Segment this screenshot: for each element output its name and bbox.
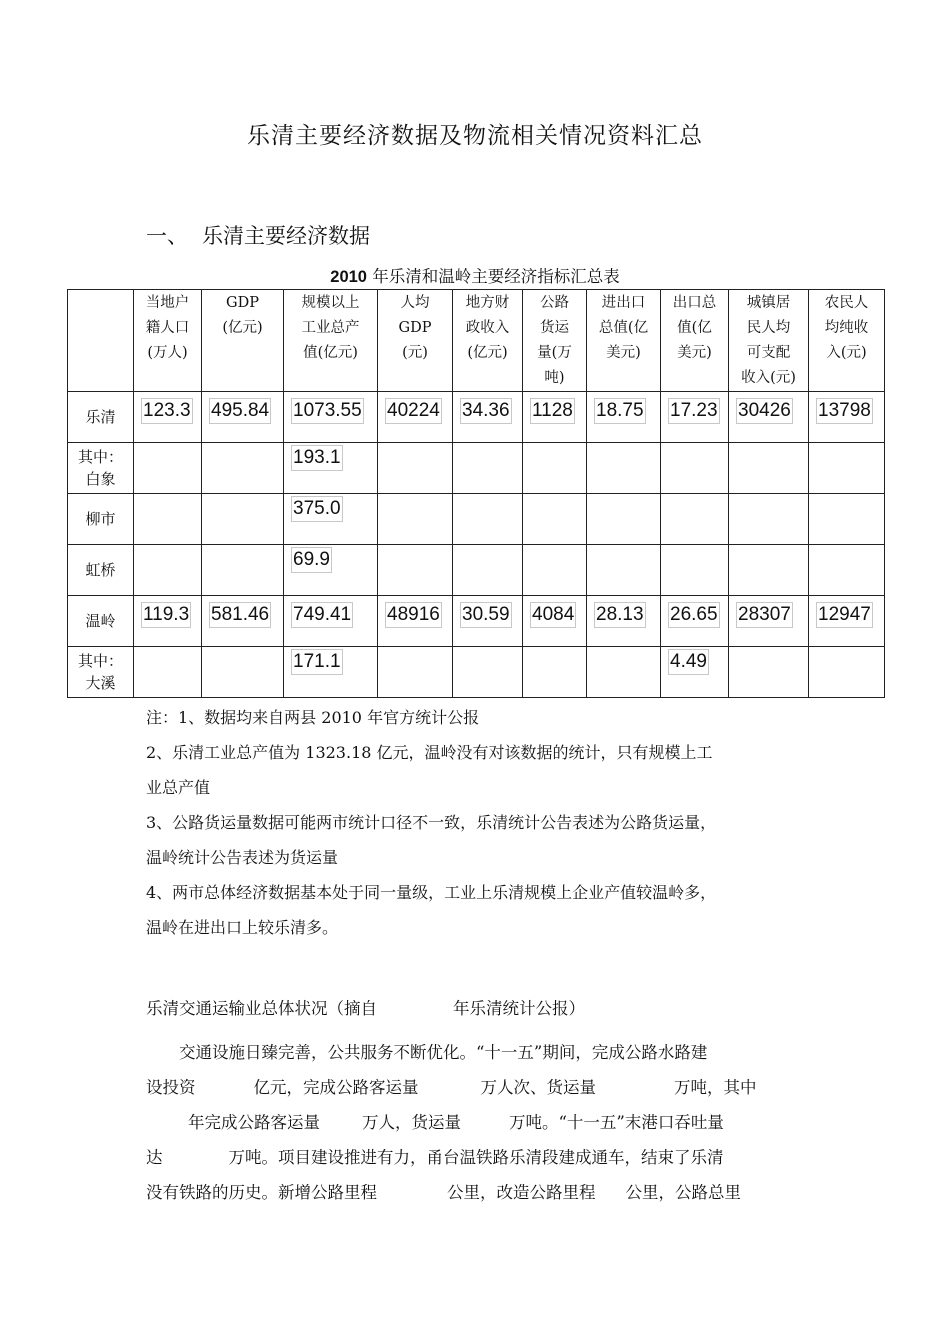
table-cell	[378, 647, 453, 698]
text-fragment: 万吨。“十一五”末港口吞吐量	[509, 1113, 724, 1132]
cell-value: 28307	[736, 602, 793, 628]
header-line: 人均	[400, 295, 430, 311]
table-cell	[453, 443, 523, 494]
caption-text: 年乐清和温岭主要经济指标汇总表	[366, 267, 620, 286]
table-cell	[453, 596, 523, 647]
table-cell	[729, 596, 809, 647]
row-label	[68, 647, 134, 698]
table-cell	[284, 545, 378, 596]
header-line: 总值(亿	[598, 320, 649, 336]
text-fragment: 公里，公路总里	[625, 1183, 741, 1202]
text-fragment: 万吨。项目建设推进有力，甬台温铁路乐清段建成通车，结束了乐清	[228, 1148, 724, 1167]
table-cell	[809, 647, 885, 698]
header-corner-cell	[68, 290, 134, 392]
text-fragment: 亿元，完成公路客运量	[253, 1078, 419, 1097]
column-header	[587, 290, 661, 392]
header-line: 进出口	[601, 295, 646, 311]
table-cell	[134, 596, 202, 647]
note-line: 2、乐清工业总产值为 1323.18 亿元，温岭没有对该数据的统计，只有规模上工	[146, 743, 713, 762]
column-header	[202, 290, 284, 392]
cell-value: 581.46	[209, 602, 271, 628]
table-cell	[284, 647, 378, 698]
cell-value: 749.41	[291, 602, 353, 628]
table-cell	[809, 596, 885, 647]
cell-value: 495.84	[209, 398, 271, 424]
table-cell	[661, 494, 729, 545]
header-line: 可支配	[746, 345, 791, 361]
table-cell	[453, 392, 523, 443]
row-label	[68, 443, 134, 494]
table-cell	[729, 647, 809, 698]
transport-heading-part: 年乐清统计公报）	[453, 999, 585, 1018]
table-row	[68, 647, 885, 698]
row-label-line: 乐清	[85, 408, 116, 426]
header-line: 工业总产	[301, 320, 360, 336]
transport-paragraph	[146, 1035, 810, 1210]
cell-value: 171.1	[291, 649, 343, 675]
text-fragment: 设投资	[146, 1078, 196, 1097]
row-label	[68, 545, 134, 596]
table-cell	[202, 596, 284, 647]
column-header	[378, 290, 453, 392]
cell-value: 30.59	[460, 602, 512, 628]
table-row	[68, 494, 885, 545]
cell-value: 17.23	[668, 398, 720, 424]
cell-value: 1073.55	[291, 398, 364, 424]
table-cell	[729, 494, 809, 545]
paragraph-line	[146, 1070, 810, 1105]
table-cell	[378, 545, 453, 596]
header-line: 值(亿元)	[303, 345, 358, 361]
row-label-line: 柳市	[85, 510, 116, 528]
paragraph-line	[146, 1140, 810, 1175]
row-label-line: 其中：	[77, 448, 123, 466]
section-label: 乐清主要经济数据	[202, 224, 370, 248]
row-label	[68, 596, 134, 647]
header-line: 入(元)	[826, 345, 867, 361]
table-row	[68, 392, 885, 443]
table-cell	[378, 494, 453, 545]
cell-value: 4084	[530, 602, 576, 628]
transport-heading	[146, 995, 585, 1019]
table-cell	[661, 392, 729, 443]
cell-value: 375.0	[291, 496, 343, 522]
header-line: (亿元)	[467, 345, 508, 361]
table-cell	[661, 596, 729, 647]
table-cell	[587, 647, 661, 698]
table-cell	[523, 392, 587, 443]
cell-value: 34.36	[460, 398, 512, 424]
text-fragment: 万吨，其中	[674, 1078, 757, 1097]
cell-value: 13798	[816, 398, 873, 424]
text-fragment: 万人次、货运量	[480, 1078, 596, 1097]
section-heading	[146, 220, 370, 250]
header-line: 值(亿	[677, 320, 712, 336]
table-cell	[523, 647, 587, 698]
table-cell	[378, 443, 453, 494]
note-line: 注：1、数据均来自两县 2010 年官方统计公报	[146, 708, 480, 727]
table-cell	[809, 545, 885, 596]
row-label-line: 其中：	[77, 652, 123, 670]
note-line: 温岭在进出口上较乐清多。	[146, 918, 339, 937]
header-line: (万人)	[147, 345, 188, 361]
cell-value: 40224	[385, 398, 442, 424]
table-row	[68, 545, 885, 596]
table-cell	[587, 545, 661, 596]
note-line: 4、两市总体经济数据基本处于同一量级，工业上乐清规模上企业产值较温岭多，	[146, 883, 717, 902]
table-cell	[809, 392, 885, 443]
header-line: 出口总	[672, 295, 717, 311]
table-cell	[587, 443, 661, 494]
transport-heading-part: 乐清交通运输业总体状况（摘自	[146, 999, 377, 1018]
paragraph-line	[146, 1035, 810, 1070]
caption-year: 2010	[330, 268, 367, 286]
economic-indicators-table	[67, 289, 885, 698]
text-fragment: 达	[146, 1148, 163, 1167]
table-cell	[523, 443, 587, 494]
table-cell	[202, 647, 284, 698]
table-cell	[284, 596, 378, 647]
row-label	[68, 494, 134, 545]
table-cell	[809, 443, 885, 494]
column-header	[284, 290, 378, 392]
table-cell	[134, 392, 202, 443]
row-label-line: 温岭	[85, 612, 116, 630]
table-cell	[202, 494, 284, 545]
note-line: 业总产值	[146, 778, 211, 797]
header-line: 吨)	[544, 370, 565, 386]
cell-value: 48916	[385, 602, 442, 628]
table-cell	[661, 545, 729, 596]
table-cell	[661, 647, 729, 698]
table-cell	[134, 545, 202, 596]
table-cell	[378, 596, 453, 647]
table-cell	[523, 596, 587, 647]
table-cell	[523, 494, 587, 545]
table-cell	[284, 392, 378, 443]
table-cell	[378, 392, 453, 443]
table-cell	[587, 392, 661, 443]
cell-value: 12947	[816, 602, 873, 628]
column-header	[661, 290, 729, 392]
note-line: 3、公路货运量数据可能两市统计口径不一致，乐清统计公告表述为公路货运量，	[146, 813, 717, 832]
table-cell	[134, 494, 202, 545]
table-caption	[0, 263, 950, 287]
text-fragment: 交通设施日臻完善，公共服务不断优化。“十一五”期间，完成公路水路建	[179, 1043, 708, 1062]
table-row	[68, 443, 885, 494]
page-title: 乐清主要经济数据及物流相关情况资料汇总	[247, 123, 703, 149]
table-cell	[587, 494, 661, 545]
cell-value: 18.75	[594, 398, 646, 424]
table-cell	[729, 392, 809, 443]
header-line: GDP	[398, 320, 432, 336]
header-line: 收入(元)	[741, 370, 796, 386]
header-line: 均纯收	[824, 320, 869, 336]
table-cell	[661, 443, 729, 494]
header-line: 城镇居	[746, 295, 791, 311]
table-cell	[134, 647, 202, 698]
cell-value: 1128	[530, 398, 575, 424]
table-cell	[202, 392, 284, 443]
table-cell	[809, 494, 885, 545]
text-fragment: 万人，货运量	[362, 1113, 461, 1132]
text-fragment: 没有铁路的历史。新增公路里程	[146, 1183, 377, 1202]
table-cell	[729, 545, 809, 596]
table-cell	[453, 545, 523, 596]
header-line: 当地户	[145, 295, 190, 311]
table-cell	[202, 545, 284, 596]
section-number: 一、	[146, 224, 188, 248]
header-line: 公路	[540, 295, 569, 311]
header-line: 货运	[540, 320, 569, 336]
table-cell	[284, 494, 378, 545]
table-cell	[284, 443, 378, 494]
table-row	[68, 596, 885, 647]
header-line: GDP	[226, 295, 259, 311]
header-line: 民人均	[746, 320, 791, 336]
header-line: (亿元)	[222, 320, 263, 336]
notes	[146, 700, 806, 945]
text-fragment: 公里，改造公路里程	[447, 1183, 596, 1202]
cell-value: 123.3	[141, 398, 193, 424]
header-line: 农民人	[824, 295, 869, 311]
header-line: 籍人口	[145, 320, 190, 336]
row-label-line: 虹桥	[85, 561, 116, 579]
header-line: 美元)	[677, 345, 712, 361]
cell-value: 4.49	[668, 649, 709, 675]
text-fragment: 年完成公路客运量	[188, 1113, 320, 1132]
cell-value: 28.13	[594, 602, 646, 628]
header-line: 规模以上	[301, 295, 360, 311]
table-cell	[453, 647, 523, 698]
cell-value: 193.1	[291, 445, 343, 471]
column-header	[809, 290, 885, 392]
header-line: (元)	[402, 345, 428, 361]
column-header	[523, 290, 587, 392]
paragraph-line	[146, 1175, 810, 1210]
row-label	[68, 392, 134, 443]
header-line: 量(万	[537, 345, 572, 361]
column-header	[453, 290, 523, 392]
cell-value: 69.9	[291, 547, 332, 573]
table-header-row	[68, 290, 885, 392]
table-cell	[202, 443, 284, 494]
note-line: 温岭统计公告表述为货运量	[146, 848, 339, 867]
row-label-line: 大溪	[85, 674, 116, 692]
cell-value: 30426	[736, 398, 793, 424]
table-cell	[587, 596, 661, 647]
row-label-line: 白象	[85, 470, 116, 488]
cell-value: 119.3	[141, 602, 191, 628]
column-header	[134, 290, 202, 392]
header-line: 政收入	[465, 320, 510, 336]
table-cell	[134, 443, 202, 494]
header-line: 地方财	[465, 295, 510, 311]
table-cell	[729, 443, 809, 494]
header-line: 美元)	[606, 345, 641, 361]
cell-value: 26.65	[668, 602, 720, 628]
table-cell	[453, 494, 523, 545]
table-cell	[523, 545, 587, 596]
column-header	[729, 290, 809, 392]
paragraph-line	[146, 1105, 810, 1140]
